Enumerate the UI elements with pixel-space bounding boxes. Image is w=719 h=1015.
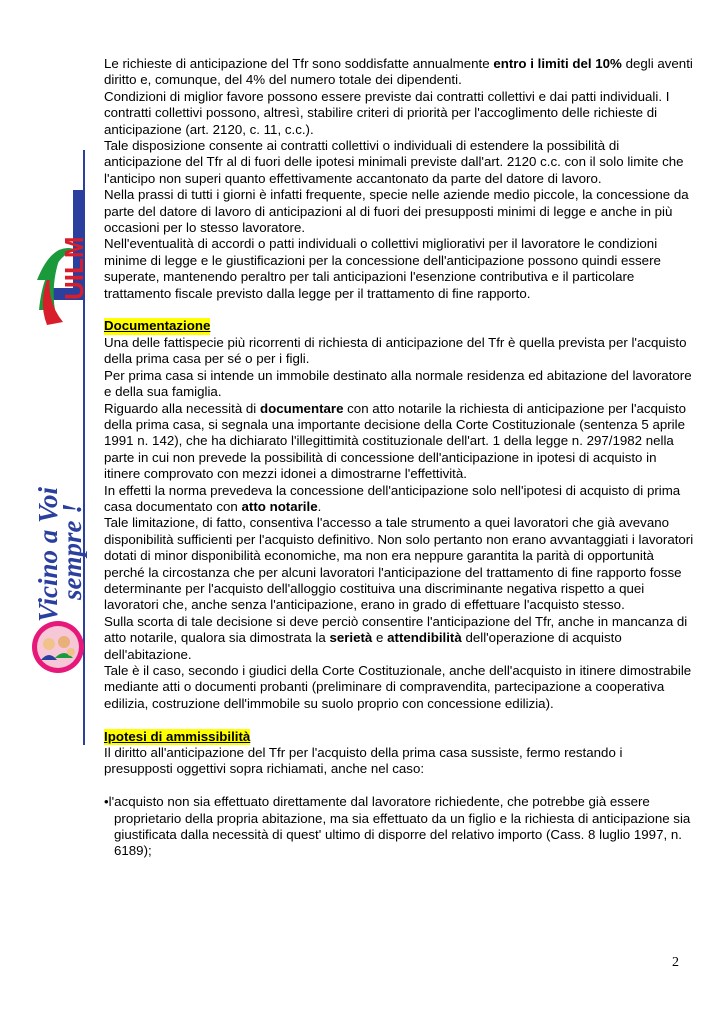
bold-run: serietà: [329, 630, 373, 646]
main-text: [104, 56, 694, 860]
intro-paragraph-1: [104, 56, 694, 89]
text-run: Riguardo alla necessità di: [104, 400, 260, 416]
heading-text: Ipotesi di ammissibilità: [104, 728, 251, 744]
doc-paragraph-4: [104, 483, 694, 516]
bold-run: entro i limiti del 10%: [493, 56, 622, 71]
uilm-logo-text: UILM: [59, 236, 89, 300]
doc-paragraph-2: Per prima casa si intende un immobile destinato alla normale residenza ed abitazione del lavoratore e della sua famiglia.: [104, 367, 692, 400]
page-number: 2: [672, 955, 679, 970]
heading-text: Documentazione: [104, 318, 211, 334]
slogan-vertical: [31, 350, 89, 770]
text-run: dell'operazione di acquisto dell'abitazione.: [104, 630, 622, 662]
text-run: e: [372, 630, 388, 646]
uilm-logo-icon: [33, 150, 89, 340]
doc-paragraph-7: Tale è il caso, secondo i giudici della Corte Costituzionale, anche dell'acquisto in itinere dimostrabile mediante atti o documenti probanti (preliminare di compravendita, partecipazione a cooperativa edilizia, costruzione dell'immobile su suolo proprio con concessione edilizia).: [104, 663, 692, 711]
bold-run: atto notarile: [241, 498, 318, 514]
people-group-icon: [31, 620, 85, 674]
text-run: In effetti la norma prevedeva la concessione dell'anticipazione solo nell'ipotesi di acquisto di prima casa documentato con: [104, 482, 681, 514]
sidebar-branding: [29, 150, 91, 740]
doc-paragraph-3: [104, 401, 694, 483]
text-run: degli aventi diritto e, comunque, del 4% del numero totale dei dipendenti.: [104, 56, 693, 88]
intro-paragraph-2: Condizioni di miglior favore possono essere previste dai contratti collettivi e dai patti individuali. I contratti collettivi possono, altresì, stabilire criteri di priorità per l'accoglimento delle richieste di anticipazione (art. 2120, c. 11, c.c.).: [104, 88, 670, 137]
doc-paragraph-5: Tale limitazione, di fatto, consentiva l'accesso a tale strumento a quei lavoratori che già avevano disponibilità sufficienti per l'acquisto definitivo. Non solo pertanto non erano avvantaggiati i lavoratori dotati di minor disponibilità economiche, ma non era neppure garantita la parità di opportunità perché la circostanza che per alcuni lavoratori l'anticipazione del trattamento di fine rapporto fosse determinante per l'acquisto dell'alloggio costituiva una discriminante negativa rispetto a quei lavoratori che, anche senza l'anticipazione, erano in grado di effettuare l'acquisto stesso.: [104, 515, 694, 613]
text-run: Le richieste di anticipazione del Tfr sono soddisfatte annualmente: [104, 56, 494, 71]
slogan-line-1: Vicino a Voi: [33, 486, 63, 622]
intro-paragraph-5: Nell'eventualità di accordi o patti individuali o collettivi migliorativi per il lavoratore le condizioni minime di legge e le giustificazioni per la concessione dell'anticipazione possono quindi essere superate, mantenendo peraltro per tali anticipazioni l'esenzione contributiva e il particolare trattamento fiscale previsto dalla legge per il trattamento di fine rapporto.: [104, 236, 661, 301]
section-heading-ammissibilita: [104, 729, 694, 745]
amm-paragraph-1: Il diritto all'anticipazione del Tfr per l'acquisto della prima casa sussiste, fermo restando i presupposti oggettivi sopra richiamati, anche nel caso:: [104, 745, 623, 777]
text-run: Sulla scorta di tale decisione si deve perciò consentire l'anticipazione del Tfr, anche in mancanza di atto notarile, qualora sia dimostrata la: [104, 613, 688, 646]
section-heading-documentazione: [104, 318, 694, 334]
bold-run: attendibilità: [387, 630, 462, 646]
intro-paragraph-3: Tale disposizione consente ai contratti collettivi o individuali di estendere la possibilità di anticipazione del Tfr al di fuori delle ipotesi minimali previste dall'art. 2120 c.c. con il solo limite che l'anticipo non superi quanto effettivamente accantonato da parte del datore di lavoro.: [104, 138, 684, 186]
amm-bullet-1: •l'acquisto non sia effettuato direttamente dal lavoratore richiedente, che potrebbe già essere proprietario della propria abitazione, ma sia effettuato da un figlio e la richiesta di anticipazione sia giustificata dalla necessità di quest' ultimo di disporre del relativo importo (Cass. 8 luglio 1997, n. 6189);: [104, 794, 691, 859]
intro-paragraph-4: Nella prassi di tutti i giorni è infatti frequente, specie nelle aziende medio piccole, la concessione da parte del datore di lavoro di anticipazioni al di fuori dei presupposti minimi di legge e anche in più occasioni per lo stesso lavoratore.: [104, 187, 689, 236]
bold-run: documentare: [259, 400, 344, 416]
slogan-line-2: sempre !: [57, 503, 87, 600]
text-run: con atto notarile la richiesta di anticipazione per l'acquisto della prima casa, si segnala una importante decisione della Corte Costituzionale (sentenza 5 aprile 1991 n. 142), che ha dichiarato l'illegittimità costituzionale dell'art. 1 della legge n. 297/1982 nella parte in cui non prevede la possibilità di concessione dell'anticipazione in ipotesi di acquisto in itinere comprovato con mezzi idonei a dimostrarne l'effettività.: [104, 400, 687, 482]
doc-paragraph-1: Una delle fattispecie più ricorrenti di richiesta di anticipazione del Tfr è quella prevista per l'acquisto della prima casa per sé o per i figli.: [104, 334, 687, 367]
doc-paragraph-6: [104, 614, 694, 663]
text-run: .: [317, 498, 322, 514]
